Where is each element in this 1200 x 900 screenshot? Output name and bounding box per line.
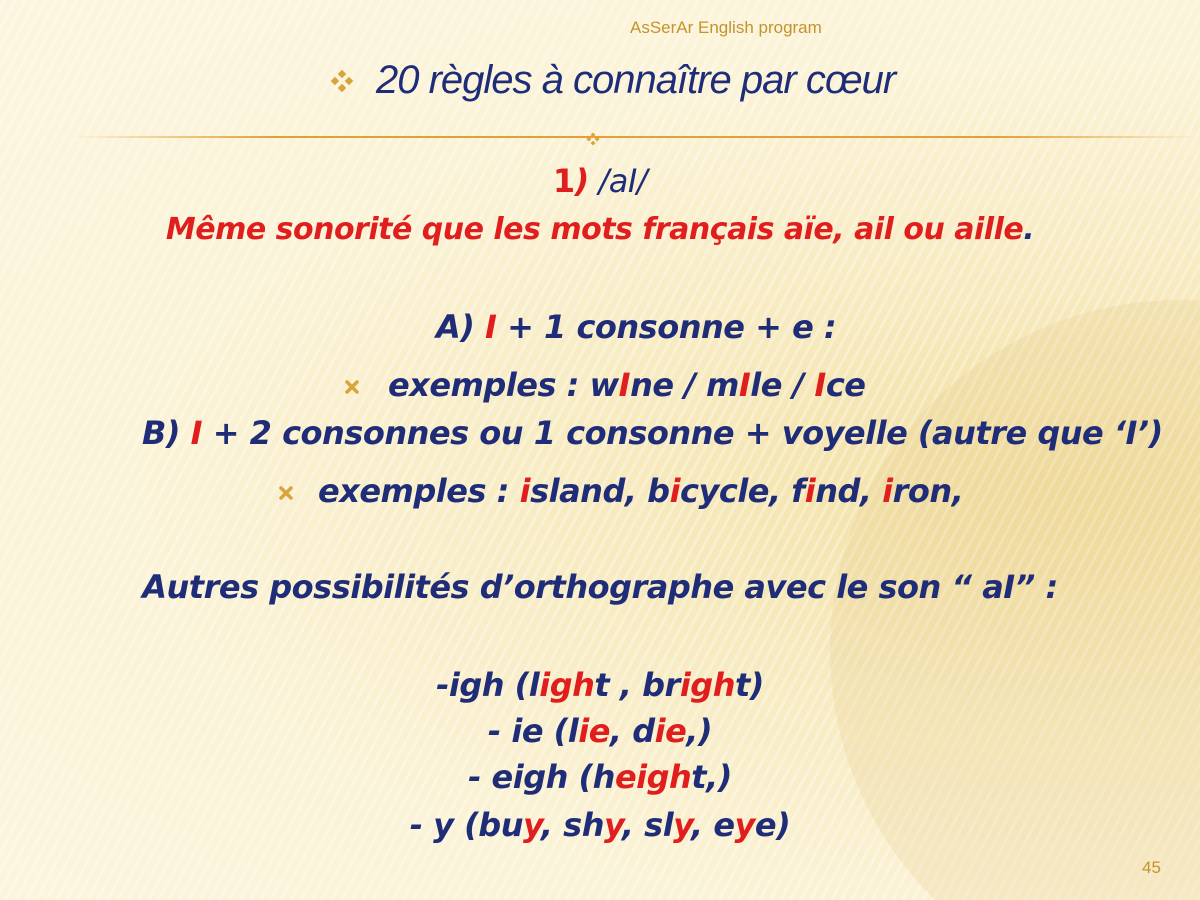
spelling-ie (0, 712, 1200, 750)
examples-b-text: ron, (892, 472, 964, 510)
spelling-highlight: y (673, 806, 692, 844)
x-bullet-icon (278, 485, 294, 501)
section-a-rest: + 1 consonne + e : (496, 308, 837, 346)
spelling-highlight: eigh (614, 758, 692, 796)
spelling-highlight: ie (654, 712, 687, 750)
section-b-letter: I (190, 414, 203, 452)
spelling-highlight: y (522, 806, 541, 844)
examples-a-highlight: I (814, 366, 826, 404)
spelling-eigh (0, 758, 1200, 796)
section-b-rest: + 2 consonnes ou 1 consonne + voyelle (autre que ‘I’) (202, 414, 1163, 452)
spelling-text: - y (bu (409, 806, 523, 844)
spelling-text: t , br (594, 666, 680, 704)
rule-sound: /aI/ (588, 162, 648, 200)
examples-b-text: nd, (815, 472, 883, 510)
examples-b-line (278, 472, 963, 510)
description-period: . (1023, 212, 1035, 247)
diamond-bullet-icon (586, 132, 600, 146)
spelling-text: ,) (686, 712, 713, 750)
section-a-letter: I (485, 308, 497, 346)
spelling-highlight: igh (539, 666, 595, 704)
examples-b-text: cycle, f (680, 472, 805, 510)
examples-a-text: exemples : w (388, 366, 619, 404)
page-number: 45 (1142, 858, 1161, 877)
examples-b-highlight: i (804, 472, 816, 510)
section-a-heading (436, 308, 836, 346)
examples-b-highlight: i (519, 472, 531, 510)
spelling-text: - ie (l (487, 712, 579, 750)
examples-b-text: exemples : (318, 472, 520, 510)
spelling-text: , sh (540, 806, 604, 844)
spelling-highlight: y (734, 806, 755, 844)
slide-title: 20 règles à connaître par cœur (376, 58, 896, 102)
description-text: Même sonorité que les mots français aïe, ail ou aille (165, 212, 1024, 247)
examples-a-text: ce (825, 366, 866, 404)
description-line (0, 212, 1200, 247)
spelling-highlight: igh (679, 666, 735, 704)
examples-b-text: sland, b (530, 472, 670, 510)
title-row (330, 58, 895, 103)
examples-a-text: le / (750, 366, 815, 404)
section-b-label: B) (142, 414, 191, 452)
spelling-text: , sl (621, 806, 674, 844)
spelling-text: t) (734, 666, 764, 704)
divider-line (70, 136, 1200, 138)
spelling-text: -igh (l (436, 666, 540, 704)
header-text: AsSerAr English program (630, 18, 822, 37)
x-bullet-icon (344, 379, 360, 395)
examples-a-line (344, 366, 865, 404)
section-a-label: A) (436, 308, 486, 346)
spelling-text: , e (691, 806, 735, 844)
spelling-y (0, 806, 1200, 844)
spelling-text: - eigh (h (468, 758, 615, 796)
examples-a-highlight: I (618, 366, 631, 404)
spelling-highlight: ie (578, 712, 610, 750)
other-spellings-title: Autres possibilités d’orthographe avec le son “ aI” : (142, 568, 1058, 606)
spelling-text: t,) (691, 758, 732, 796)
spelling-igh (0, 666, 1200, 704)
diamond-bullet-icon (330, 69, 354, 93)
spelling-text: , d (609, 712, 655, 750)
examples-b-highlight: i (882, 472, 893, 510)
rule-number: 1 (552, 162, 575, 200)
spelling-highlight: y (603, 806, 622, 844)
examples-b-highlight: i (669, 472, 681, 510)
section-b-heading (142, 414, 1163, 452)
examples-a-text: ne / m (630, 366, 739, 404)
rule-heading (0, 162, 1200, 200)
examples-a-highlight: I (738, 366, 751, 404)
spelling-text: e) (754, 806, 791, 844)
rule-paren: ) (574, 162, 589, 200)
